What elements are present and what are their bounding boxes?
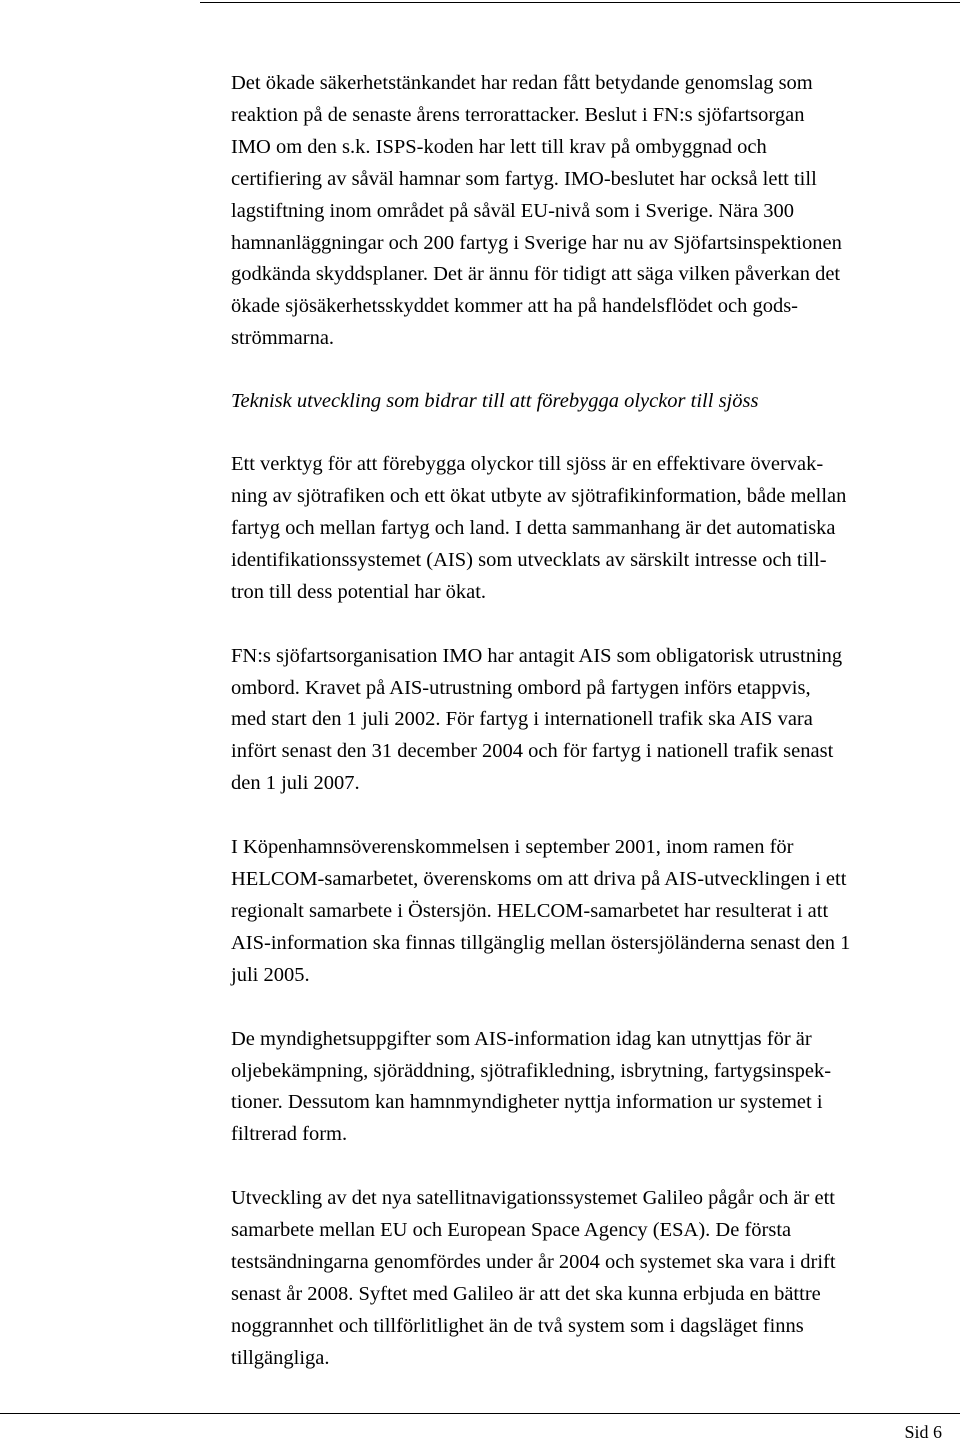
text-line: De myndighetsuppgifter som AIS-information idag kan utnyttjas för är — [231, 1027, 812, 1050]
intro-paragraph — [231, 68, 953, 355]
text-line: tioner. Dessutom kan hamnmyndigheter nyttja information ur systemet i — [231, 1091, 823, 1114]
section-heading: Teknisk utveckling som bidrar till att förebygga olyckor till sjöss — [231, 390, 759, 413]
text-line: infört senast den 31 december 2004 och för fartyg i nationell trafik senast — [231, 740, 834, 763]
text-line: FN:s sjöfartsorganisation IMO har antagit AIS som obligatorisk utrustning — [231, 644, 843, 667]
text-line: Det ökade säkerhetstänkandet har redan fått betydande genomslag som — [231, 72, 813, 94]
galileo-paragraph — [231, 1183, 953, 1374]
text-line: certifiering av såväl hamnar som fartyg. IMO-beslutet har också lett till — [231, 167, 817, 190]
text-line: tillgängliga. — [231, 1346, 330, 1369]
text-line: den 1 juli 2007. — [231, 772, 360, 795]
page-number: Sid 6 — [904, 1422, 942, 1442]
text-line: Ett verktyg för att förebygga olyckor till sjöss är en effektivare övervak- — [231, 453, 824, 476]
footer-rule — [0, 1413, 960, 1414]
text-line: filtrerad form. — [231, 1123, 348, 1146]
ais-intro-paragraph — [231, 449, 953, 609]
text-line: hamnanläggningar och 200 fartyg i Sverige har nu av Sjöfartsinspektionen — [231, 231, 842, 254]
text-line: oljebekämpning, sjöräddning, sjötrafikledning, isbrytning, fartygsinspek- — [231, 1059, 832, 1082]
text-line: ombord. Kravet på AIS-utrustning ombord på fartygen införs etappvis, — [231, 676, 811, 699]
text-line: AIS-information ska finnas tillgänglig mellan östersjöländerna senast den 1 — [231, 931, 851, 954]
text-line: ning av sjötrafiken och ett ökat utbyte av sjötrafikinformation, både mellan — [231, 484, 847, 507]
authority-tasks-paragraph — [231, 1024, 953, 1152]
text-line: tron till dess potential har ökat. — [231, 580, 487, 603]
text-line: I Köpenhamnsöverenskommelsen i september 2001, inom ramen för — [231, 836, 794, 859]
text-line: Utveckling av det nya satellitnavigationssystemet Galileo pågår och är ett — [231, 1187, 835, 1210]
text-line: senast år 2008. Syftet med Galileo är att det ska kunna erbjuda en bättre — [231, 1283, 821, 1305]
text-line: testsändningarna genomfördes under år 2004 och systemet ska vara i drift — [231, 1251, 836, 1274]
text-line: IMO om den s.k. ISPS-koden har lett till krav på ombyggnad och — [231, 135, 767, 158]
text-line: samarbete mellan EU och European Space Agency (ESA). De första — [231, 1219, 792, 1242]
text-line: lagstiftning inom området på såväl EU-nivå som i Sverige. Nära 300 — [231, 199, 795, 222]
top-rule — [200, 2, 960, 3]
text-line: ökade sjösäkerhetsskyddet kommer att ha på handelsflödet och gods- — [231, 295, 799, 318]
helcom-paragraph — [231, 832, 953, 992]
document-body — [231, 68, 953, 1375]
text-line: godkända skyddsplaner. Det är ännu för tidigt att säga vilken påverkan det — [231, 263, 841, 286]
imo-ais-paragraph — [231, 641, 953, 801]
text-line: juli 2005. — [231, 963, 310, 986]
text-line: regionalt samarbete i Östersjön. HELCOM-samarbetet har resulterat i att — [231, 899, 829, 922]
text-line: noggrannhet och tillförlitlighet än de två system som i dagsläget finns — [231, 1314, 804, 1337]
text-line: strömmarna. — [231, 327, 335, 350]
text-line: reaktion på de senaste årens terrorattacker. Beslut i FN:s sjöfartsorgan — [231, 103, 805, 126]
text-line: HELCOM-samarbetet, överenskoms om att driva på AIS-utvecklingen i ett — [231, 868, 847, 891]
text-line: identifikationssystemet (AIS) som utvecklats av särskilt intresse och till- — [231, 548, 827, 571]
text-line: fartyg och mellan fartyg och land. I detta sammanhang är det automatiska — [231, 516, 836, 539]
text-line: med start den 1 juli 2002. För fartyg i internationell trafik ska AIS vara — [231, 708, 813, 731]
